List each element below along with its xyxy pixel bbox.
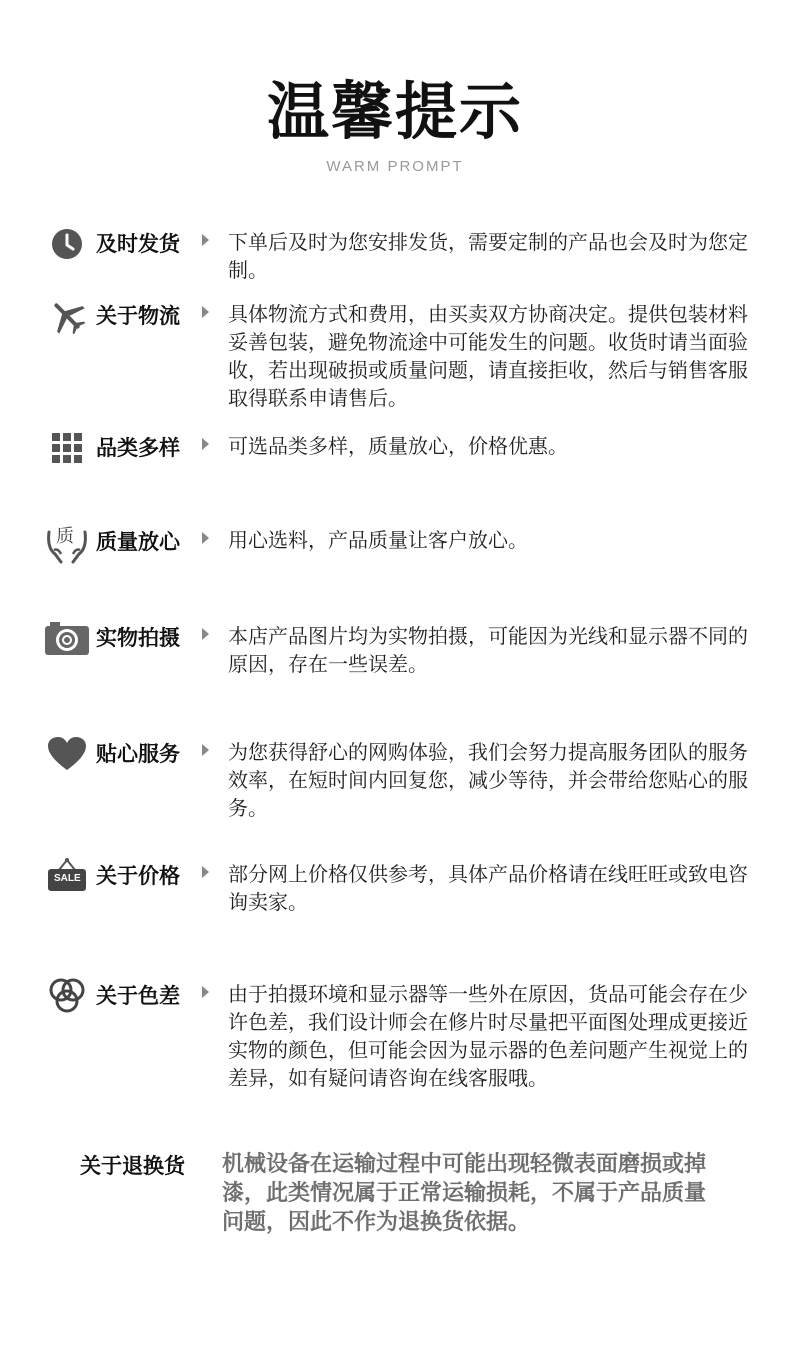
heart-icon: [44, 734, 90, 774]
tip-label: 品类多样: [96, 436, 180, 460]
quality-hands-icon: [44, 522, 90, 562]
tip-label: 贴心服务: [96, 742, 180, 766]
clock-icon: [44, 224, 90, 264]
tip-text: 下单后及时为您安排发货，需要定制的产品也会及时为您定制。: [228, 230, 748, 282]
tip-label: 关于价格: [96, 864, 180, 888]
quality-icon-char: 质: [56, 526, 74, 547]
grid-icon: [44, 428, 90, 468]
tip-label: 质量放心: [96, 530, 180, 554]
tip-text: 具体物流方式和费用，由买卖双方协商决定。提供包装材料妥善包装，避免物流途中可能发生的问题。收货时请当面验收，若出现破损或质量问题，请直接拒收，然后与销售客服取得联系申请售后。: [228, 302, 748, 410]
tip-label: 关于物流: [96, 304, 180, 328]
returns-text: 机械设备在运输过程中可能出现轻微表面磨损或掉漆，此类情况属于正常运输损耗，不属于产品质量问题，因此不作为退换货依据。: [222, 1152, 707, 1235]
chevron-right-icon: [202, 306, 209, 318]
tip-label: 及时发货: [96, 232, 180, 256]
page-subtitle: WARM PROMPT: [326, 158, 464, 175]
chevron-right-icon: [202, 866, 209, 878]
tip-text: 可选品类多样，质量放心，价格优惠。: [228, 434, 568, 458]
chevron-right-icon: [202, 532, 209, 544]
airplane-icon: [44, 296, 90, 336]
sale-sign-icon: [44, 856, 90, 896]
tip-text: 为您获得舒心的网购体验，我们会努力提高服务团队的服务效率，在短时间内回复您，减少等待，并会带给您贴心的服务。: [228, 740, 748, 820]
tip-text: 本店产品图片均为实物拍摄，可能因为光线和显示器不同的原因，存在一些误差。: [228, 624, 748, 676]
chevron-right-icon: [202, 744, 209, 756]
chevron-right-icon: [202, 628, 209, 640]
tip-label: 实物拍摄: [96, 626, 180, 650]
page-title: 温馨提示: [266, 75, 523, 148]
chevron-right-icon: [202, 438, 209, 450]
tip-text: 用心选料，产品质量让客户放心。: [228, 528, 528, 552]
sale-icon-text: SALE: [54, 873, 81, 884]
color-circles-icon: [44, 976, 90, 1016]
camera-icon: [44, 618, 90, 658]
tip-label: 关于色差: [96, 984, 180, 1008]
chevron-right-icon: [202, 234, 209, 246]
returns-label: 关于退换货: [80, 1154, 185, 1178]
tip-text: 部分网上价格仅供参考，具体产品价格请在线旺旺或致电咨询卖家。: [228, 862, 748, 914]
chevron-right-icon: [202, 986, 209, 998]
tip-text: 由于拍摄环境和显示器等一些外在原因，货品可能会存在少许色差，我们设计师会在修片时尽量把平面图处理成更接近实物的颜色，但可能会因为显示器的色差问题产生视觉上的差异，如有疑问请咨询在线客服哦。: [228, 982, 748, 1090]
